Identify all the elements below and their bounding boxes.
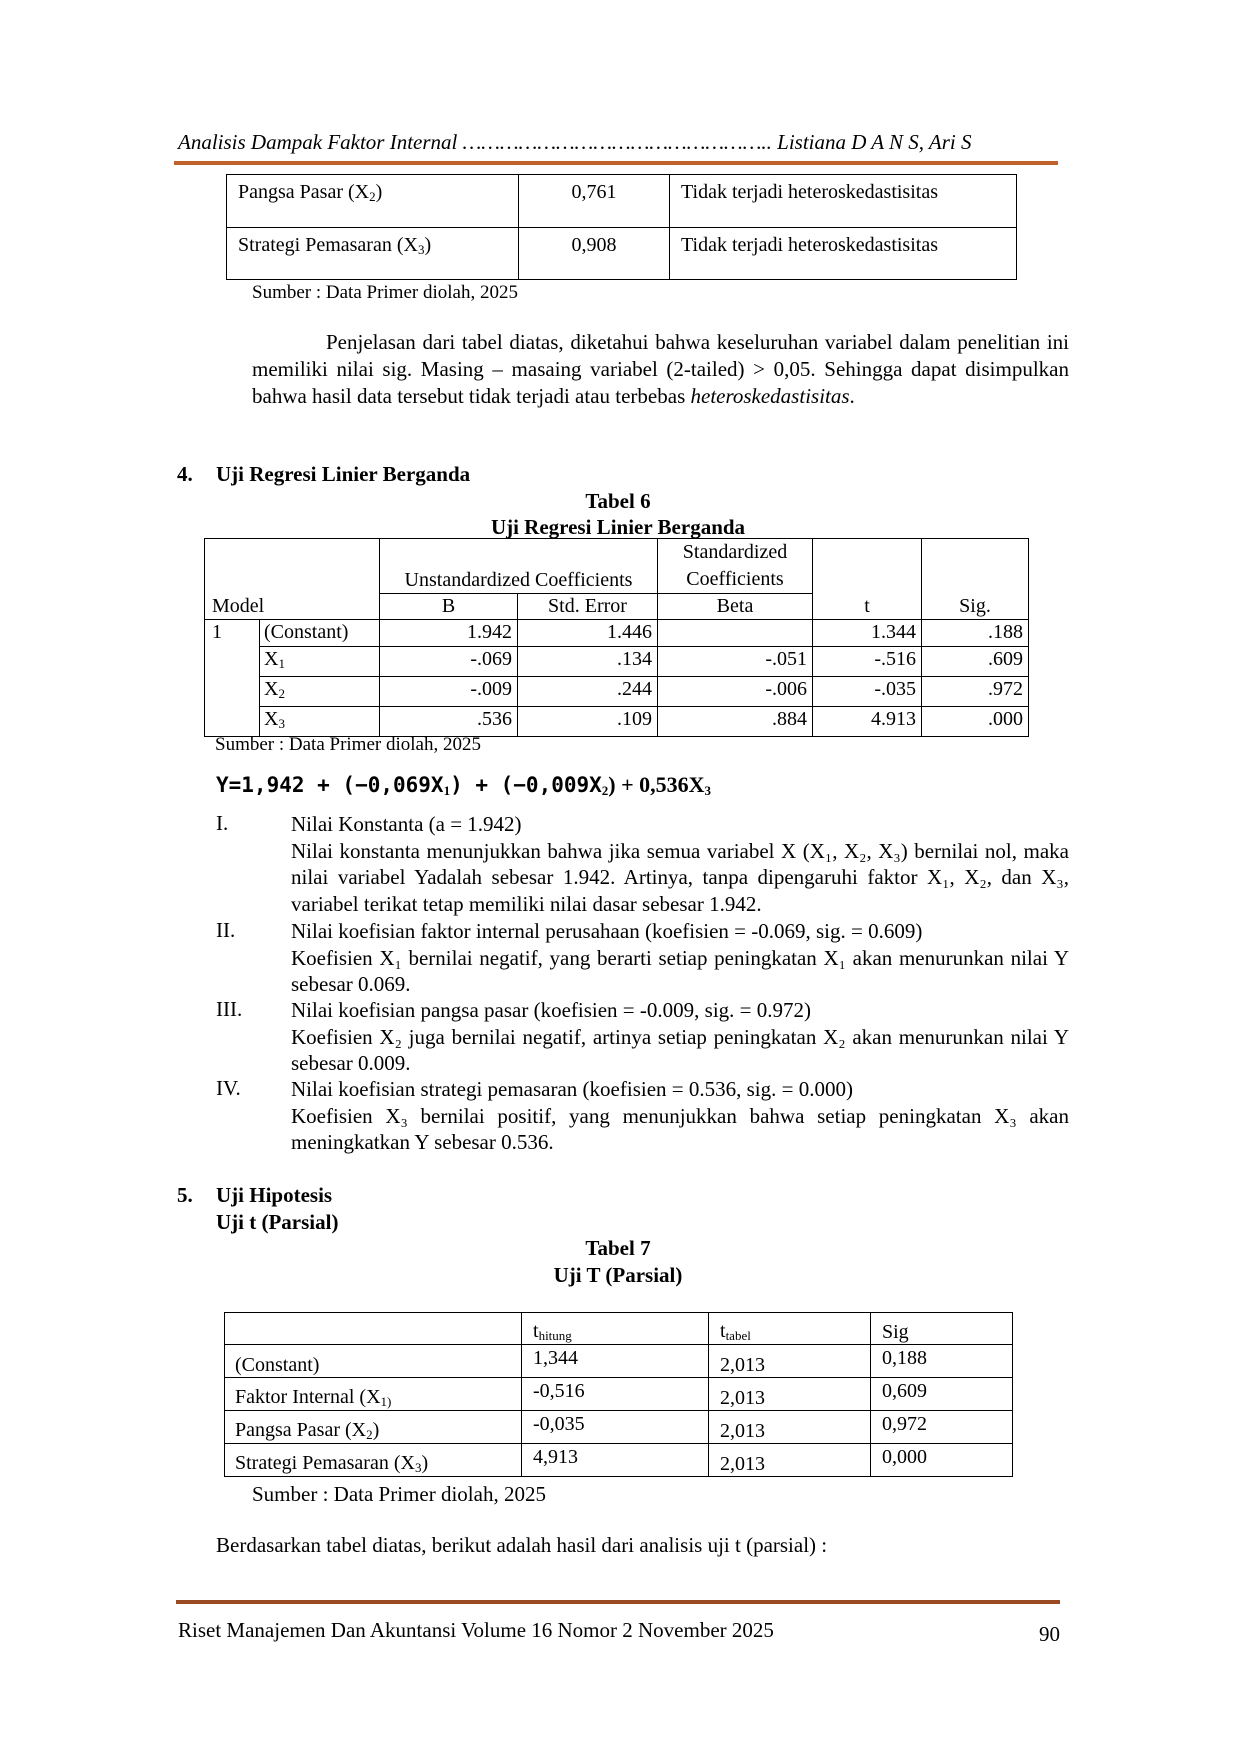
footer: [178, 1618, 1060, 1646]
footer-rule: [176, 1600, 1060, 1604]
list-item: Nilai koefisian strategi pemasaran (koefisien = 0.536, sig. = 0.000) Koefisien X₃ bernilai positif, yang menunjukkan bahwa setiap peningkatan X₃ akan meningkatkan Y sebesar 0.536.: [291, 1077, 1069, 1154]
table-source: Sumber : Data Primer diolah, 2025: [252, 1482, 546, 1506]
table-row: Faktor Internal ($X_{1)}$ -0,516 2,013 0,609: [225, 1378, 1013, 1411]
table-row: Strategi Pemasaran $(X_3)$ 0,908 Tidak terjadi heteroskedastisitas: [227, 228, 1017, 280]
list-number: IV.: [216, 1076, 241, 1100]
table-row: Pangsa Pasar $(X_2)$ -0,035 2,013 0,972: [225, 1411, 1013, 1444]
list-item: Nilai koefisian pangsa pasar (koefisien = -0.009, sig. = 0.972) Koefisien X₂ juga bernilai negatif, artinya setiap peningkatan X₂ akan menurunkan nilai Y sebesar 0.009.: [291, 998, 1069, 1075]
table-title: Uji T (Parsial): [553, 1263, 683, 1287]
table-label: Tabel 6: [585, 489, 651, 513]
section-title: Uji Regresi Linier Berganda: [216, 462, 471, 486]
regression-equation: $Y=1,942 + (-0,069X_1) + (-0,009X_2) + 0,536X_3$: [216, 772, 712, 798]
table-row: $X_3$ .536 .109 .884 4.913 .000: [205, 707, 1029, 737]
running-header: Analisis Dampak Faktor Internal ………………………………………….. Listiana D A N S, Ari S: [178, 130, 972, 154]
section-number: 4.: [177, 462, 193, 486]
table-row: $X_1$ -.069 .134 -.051 -.516 .609: [205, 647, 1029, 677]
section-title: Uji Hipotesis: [216, 1183, 333, 1207]
table-row: (Constant) 1,344 2,013 0,188: [225, 1345, 1013, 1378]
heteroskedasticity-table: [226, 174, 1017, 280]
t-test-table: $t_{hitung}$ $t_{tabel}$ Sig (Constant) 1,344 2,013 0,188 Faktor Internal ($X_{1)}$ -0,516 2,013 0,609 Pangsa Pasar $(X_2)$ -0,035 2,013 0,972 Strategi Pemasaran $(X_3)$ 4,913 2,013 0,000: [224, 1312, 1013, 1477]
list-item: Nilai koefisian faktor internal perusahaan (koefisien = -0.069, sig. = 0.609) Koefisien X₁ bernilai negatif, yang berarti setiap peningkatan X₁ akan menurunkan nilai Y sebesar 0.069.: [291, 919, 1069, 996]
list-item: Nilai Konstanta (a = 1.942) Nilai konstanta menunjukkan bahwa jika semua variabel X (X₁, X₂, X₃) bernilai nol, maka nilai variabel Yadalah sebesar 1.942. Artinya, tanpa dipengaruhi faktor X₁, X₂, dan X₃, variabel terikat tetap memiliki nilai dasar sebesar 1.942.: [291, 812, 1069, 916]
journal-name: Riset Manajemen Dan Akuntansi Volume 16 Nomor 2 November 2025: [178, 1618, 774, 1642]
section-number: 5.: [177, 1183, 193, 1207]
list-number: II.: [216, 918, 236, 942]
list-number: I.: [216, 811, 229, 835]
table-source: Sumber : Data Primer diolah, 2025: [252, 282, 518, 303]
list-number: III.: [216, 997, 243, 1021]
section-subtitle: Uji t (Parsial): [216, 1210, 339, 1234]
paragraph: Penjelasan dari tabel diatas, diketahui bahwa keseluruhan variabel dalam penelitian ini memiliki nilai sig. Masing – masaing variabel (2-tailed) > 0,05. Sehingga dapat disimpulkan bahwa hasil data tersebut tidak terjadi atau terbebas heteroskedastisitas.: [252, 330, 1069, 408]
table-row: 1 (Constant) 1.942 1.446 1.344 .188: [205, 620, 1029, 647]
paragraph: Berdasarkan tabel diatas, berikut adalah hasil dari analisis uji t (parsial) :: [216, 1533, 828, 1557]
table-row: Strategi Pemasaran $(X_3)$ 4,913 2,013 0,000: [225, 1444, 1013, 1477]
table-title: Uji Regresi Linier Berganda: [490, 515, 746, 539]
table-row: $X_2$ -.009 .244 -.006 -.035 .972: [205, 677, 1029, 707]
regression-table: Model Unstandardized Coefficients Standardized Coefficients t Sig. B Std. Error Beta 1 (Constant) 1.942 1.446 1.344 .188 $X_1$ -.069 .134 -.051 -.516 .609 $X_2$ -.009 .244 -.006 -.035 .972 $X_3$ .536 .109 .884 4.913 .000: [204, 538, 1029, 737]
table-row: Pangsa Pasar $(X_2)$ 0,761 Tidak terjadi heteroskedastisitas: [227, 175, 1017, 228]
table-source: Sumber : Data Primer diolah, 2025: [215, 734, 481, 755]
page-number: 90: [1039, 1622, 1060, 1646]
table-label: Tabel 7: [585, 1236, 651, 1260]
header-rule: [174, 161, 1058, 165]
